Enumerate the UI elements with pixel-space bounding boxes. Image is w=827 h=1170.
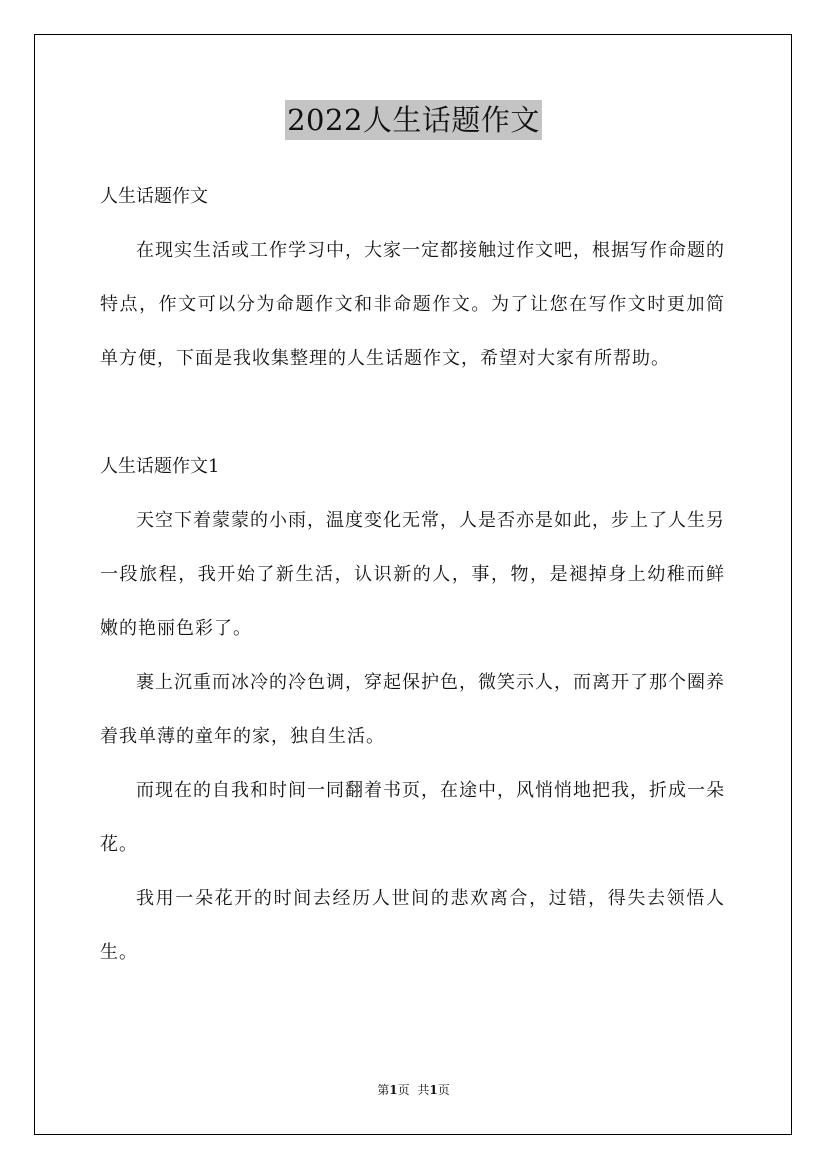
section-heading: 人生话题作文1: [100, 456, 220, 477]
paragraph: 裹上沉重而冰冷的冷色调，穿起保护色，微笑示人，而离开了那个圈养着我单薄的童年的家，独自生活。: [100, 672, 725, 747]
paragraph: 而现在的自我和时间一同翻着书页，在途中，风悄悄地把我，折成一朵花。: [100, 780, 725, 855]
page-footer: [0, 1082, 827, 1098]
title-area: [0, 100, 827, 140]
document-body: [100, 170, 725, 980]
document-title: 2022人生话题作文: [285, 100, 542, 140]
section-heading: 人生话题作文: [100, 186, 208, 207]
total-pages: 1: [429, 1083, 438, 1097]
total-suffix: 页: [437, 1083, 450, 1097]
page-number: 1: [389, 1083, 398, 1097]
section-spacer: [100, 386, 725, 440]
total-prefix: 共: [417, 1083, 430, 1097]
paragraph: 我用一朵花开的时间去经历人世间的悲欢离合，过错，得失去领悟人生。: [100, 888, 725, 963]
page-suffix: 页: [397, 1083, 410, 1097]
paragraph: 天空下着蒙蒙的小雨，温度变化无常，人是否亦是如此，步上了人生另一段旅程，我开始了新生活，认识新的人，事，物，是褪掉身上幼稚而鲜嫩的艳丽色彩了。: [100, 510, 725, 639]
page-prefix: 第: [377, 1083, 390, 1097]
section-intro: [100, 170, 725, 386]
section-essay-1: [100, 440, 725, 980]
paragraph: 在现实生活或工作学习中，大家一定都接触过作文吧，根据写作命题的特点，作文可以分为命题作文和非命题作文。为了让您在写作文时更加简单方便，下面是我收集整理的人生话题作文，希望对大家有所帮助。: [100, 240, 725, 369]
